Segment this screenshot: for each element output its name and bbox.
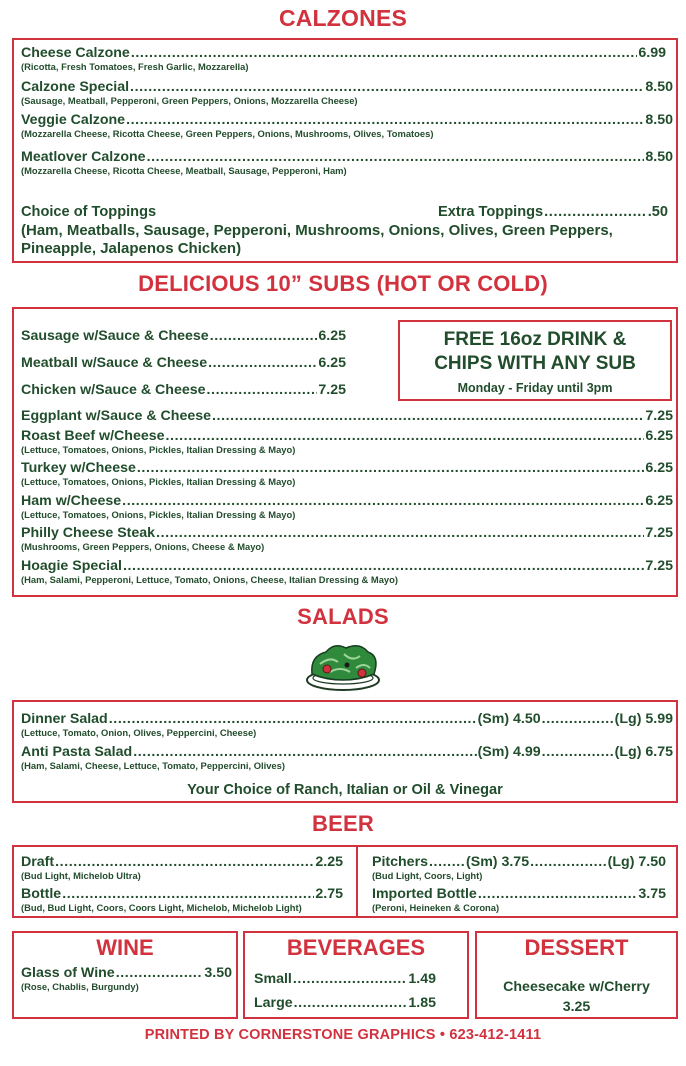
extra-toppings bbox=[438, 204, 668, 220]
toppings-line-1: (Ham, Meatballs, Sausage, Pepperoni, Mushrooms, Onions, Olives, Green Peppers, bbox=[21, 222, 613, 239]
item-desc: (Ricotta, Fresh Tomatoes, Fresh Garlic, Mozzarella) bbox=[21, 61, 249, 72]
beer-item bbox=[21, 886, 343, 914]
leader-dots bbox=[156, 525, 644, 541]
sub-item bbox=[21, 408, 673, 424]
item-name: Hoagie Special bbox=[21, 558, 122, 574]
sub-item bbox=[21, 460, 673, 488]
item-name: Veggie Calzone bbox=[21, 112, 126, 128]
leader-dots bbox=[294, 995, 408, 1011]
beer-title: BEER bbox=[312, 811, 374, 836]
item-price: 6.99 bbox=[638, 45, 666, 61]
item-price: 6.25 bbox=[645, 493, 673, 509]
item-name: Ham w/Cheese bbox=[21, 493, 122, 509]
wine-box bbox=[12, 931, 238, 1019]
item-desc: (Lettuce, Tomatoes, Onions, Pickles, Italian Dressing & Mayo) bbox=[21, 509, 296, 520]
dessert-box bbox=[475, 931, 678, 1019]
salad-bowl-icon bbox=[300, 638, 386, 694]
beverage-item bbox=[254, 971, 436, 987]
item-name: Cheese Calzone bbox=[21, 45, 130, 61]
item-desc: (Lettuce, Tomato, Onion, Olives, Peppercini, Cheese) bbox=[21, 727, 257, 738]
item-price: 8.50 bbox=[645, 79, 673, 95]
beer-item bbox=[372, 886, 666, 914]
item-desc: (Bud, Bud Light, Coors, Coors Light, Michelob, Michelob Light) bbox=[21, 902, 302, 913]
calzones-title: CALZONES bbox=[278, 5, 408, 31]
footer-printer: PRINTED BY CORNERSTONE GRAPHICS • 623-412-1411 bbox=[144, 1027, 542, 1043]
item-name: Meatlover Calzone bbox=[21, 149, 146, 165]
extra-price: .50 bbox=[647, 204, 668, 220]
item-name: Cheesecake w/Cherry bbox=[503, 979, 650, 995]
sub-item bbox=[21, 525, 673, 553]
item-price: 7.25 bbox=[645, 558, 673, 574]
leader-dots bbox=[429, 854, 465, 870]
item-price-small: (Sm) 4.99 bbox=[477, 744, 541, 760]
beer-item bbox=[21, 854, 343, 882]
item-price: 2.75 bbox=[315, 886, 343, 902]
sub-item bbox=[21, 558, 673, 586]
promo-headline bbox=[400, 328, 670, 376]
item-name: Imported Bottle bbox=[372, 886, 477, 902]
leader-dots bbox=[133, 744, 476, 760]
toppings-list bbox=[21, 222, 671, 258]
item-desc: (Peroni, Heineken & Corona) bbox=[372, 902, 500, 913]
leader-dots bbox=[478, 886, 638, 902]
item-name: Large bbox=[254, 995, 293, 1011]
leader-dots bbox=[147, 149, 645, 165]
item-desc: (Mozzarella Cheese, Ricotta Cheese, Green Peppers, Onions, Mushrooms, Olives, Tomatoes) bbox=[21, 128, 434, 139]
leader-dots bbox=[130, 79, 644, 95]
sub-item bbox=[21, 328, 346, 344]
wine-item bbox=[21, 965, 232, 993]
item-name: Dinner Salad bbox=[21, 711, 108, 727]
item-desc: (Lettuce, Tomatoes, Onions, Pickles, Italian Dressing & Mayo) bbox=[21, 444, 296, 455]
item-desc: (Ham, Salami, Cheese, Lettuce, Tomato, Peppercini, Olives) bbox=[21, 760, 285, 771]
extra-label: Extra Toppings bbox=[438, 204, 544, 220]
leader-dots bbox=[542, 711, 614, 727]
leader-dots bbox=[293, 971, 408, 987]
item-price: 6.25 bbox=[318, 328, 346, 344]
item-price: 3.25 bbox=[562, 999, 591, 1015]
leader-dots bbox=[55, 854, 314, 870]
item-name: Sausage w/Sauce & Cheese bbox=[21, 328, 209, 344]
item-price-large: (Lg) 5.99 bbox=[614, 711, 673, 727]
promo-line-1: FREE 16oz DRINK & bbox=[443, 329, 627, 350]
leader-dots bbox=[166, 428, 645, 444]
item-price: 6.25 bbox=[645, 460, 673, 476]
item-name: Anti Pasta Salad bbox=[21, 744, 133, 760]
leader-dots bbox=[530, 854, 607, 870]
wine-title: WINE bbox=[96, 935, 154, 960]
item-name: Turkey w/Cheese bbox=[21, 460, 136, 476]
item-price: 8.50 bbox=[645, 112, 673, 128]
dressing-note: Your Choice of Ranch, Italian or Oil & Vinegar bbox=[187, 782, 503, 798]
beverage-item bbox=[254, 995, 436, 1011]
promo-subtext: Monday - Friday until 3pm bbox=[457, 381, 613, 395]
item-price: 3.75 bbox=[638, 886, 666, 902]
leader-dots bbox=[210, 328, 318, 344]
dessert-title: DESSERT bbox=[524, 935, 629, 960]
item-name: Philly Cheese Steak bbox=[21, 525, 156, 541]
calzone-item bbox=[21, 149, 673, 177]
item-desc: (Mushrooms, Green Peppers, Onions, Cheese & Mayo) bbox=[21, 541, 265, 552]
item-price: 6.25 bbox=[318, 355, 346, 371]
item-price-large: (Lg) 6.75 bbox=[614, 744, 673, 760]
item-price: 7.25 bbox=[645, 525, 673, 541]
item-price: 6.25 bbox=[645, 428, 673, 444]
item-price: 1.85 bbox=[408, 995, 436, 1011]
leader-dots bbox=[208, 355, 317, 371]
item-name: Draft bbox=[21, 854, 55, 870]
item-name: Bottle bbox=[21, 886, 62, 902]
leader-dots bbox=[544, 204, 647, 220]
item-desc: (Lettuce, Tomatoes, Onions, Pickles, Italian Dressing & Mayo) bbox=[21, 476, 296, 487]
item-desc: (Ham, Salami, Pepperoni, Lettuce, Tomato, Onions, Cheese, Italian Dressing & Mayo) bbox=[21, 574, 398, 585]
salad-item bbox=[21, 744, 673, 772]
leader-dots bbox=[109, 711, 477, 727]
calzones-box bbox=[12, 38, 678, 263]
sub-item bbox=[21, 493, 673, 521]
subs-box bbox=[12, 307, 678, 597]
item-price-small: (Sm) 4.50 bbox=[477, 711, 541, 727]
item-desc: (Sausage, Meatball, Pepperoni, Green Peppers, Onions, Mozzarella Cheese) bbox=[21, 95, 358, 106]
subs-title: DELICIOUS 10” SUBS (HOT OR COLD) bbox=[138, 271, 548, 296]
dessert-item bbox=[477, 977, 676, 1017]
salads-title: SALADS bbox=[297, 604, 389, 629]
leader-dots bbox=[62, 886, 314, 902]
leader-dots bbox=[207, 382, 318, 398]
item-desc: (Bud Light, Michelob Ultra) bbox=[21, 870, 141, 881]
calzone-item bbox=[21, 45, 666, 73]
beverages-title: BEVERAGES bbox=[286, 935, 426, 960]
calzone-item bbox=[21, 112, 673, 140]
leader-dots bbox=[122, 493, 644, 509]
toppings-label: Choice of Toppings bbox=[21, 204, 157, 220]
item-price: 7.25 bbox=[318, 382, 346, 398]
item-name: Glass of Wine bbox=[21, 965, 115, 981]
item-price: 7.25 bbox=[645, 408, 673, 424]
item-price: 1.49 bbox=[408, 971, 436, 987]
beer-divider bbox=[356, 847, 358, 916]
leader-dots bbox=[123, 558, 644, 574]
calzone-item bbox=[21, 79, 673, 107]
item-price-large: (Lg) 7.50 bbox=[607, 854, 666, 870]
promo-box bbox=[398, 320, 672, 401]
item-price: 2.25 bbox=[315, 854, 343, 870]
leader-dots bbox=[116, 965, 204, 981]
item-name: Pitchers bbox=[372, 854, 428, 870]
item-name: Roast Beef w/Cheese bbox=[21, 428, 165, 444]
leader-dots bbox=[212, 408, 644, 424]
leader-dots bbox=[137, 460, 645, 476]
item-name: Meatball w/Sauce & Cheese bbox=[21, 355, 208, 371]
item-desc: (Rose, Chablis, Burgundy) bbox=[21, 981, 139, 992]
beer-box bbox=[12, 845, 678, 918]
item-name: Eggplant w/Sauce & Cheese bbox=[21, 408, 212, 424]
item-desc: (Bud Light, Coors, Light) bbox=[372, 870, 483, 881]
item-price: 3.50 bbox=[204, 965, 232, 981]
beverages-box bbox=[243, 931, 469, 1019]
item-name: Calzone Special bbox=[21, 79, 130, 95]
salad-item bbox=[21, 711, 673, 739]
salads-box bbox=[12, 700, 678, 803]
item-price: 8.50 bbox=[645, 149, 673, 165]
leader-dots bbox=[542, 744, 614, 760]
leader-dots bbox=[126, 112, 644, 128]
beer-item bbox=[372, 854, 666, 882]
promo-line-2: CHIPS WITH ANY SUB bbox=[434, 353, 636, 374]
leader-dots bbox=[131, 45, 638, 61]
toppings-line-2: Pineapple, Jalapenos Chicken) bbox=[21, 240, 242, 257]
sub-item bbox=[21, 428, 673, 456]
item-price-small: (Sm) 3.75 bbox=[466, 854, 530, 870]
item-name: Small bbox=[254, 971, 292, 987]
item-desc: (Mozzarella Cheese, Ricotta Cheese, Meatball, Sausage, Pepperoni, Ham) bbox=[21, 165, 347, 176]
sub-item bbox=[21, 382, 346, 398]
item-name: Chicken w/Sauce & Cheese bbox=[21, 382, 206, 398]
sub-item bbox=[21, 355, 346, 371]
